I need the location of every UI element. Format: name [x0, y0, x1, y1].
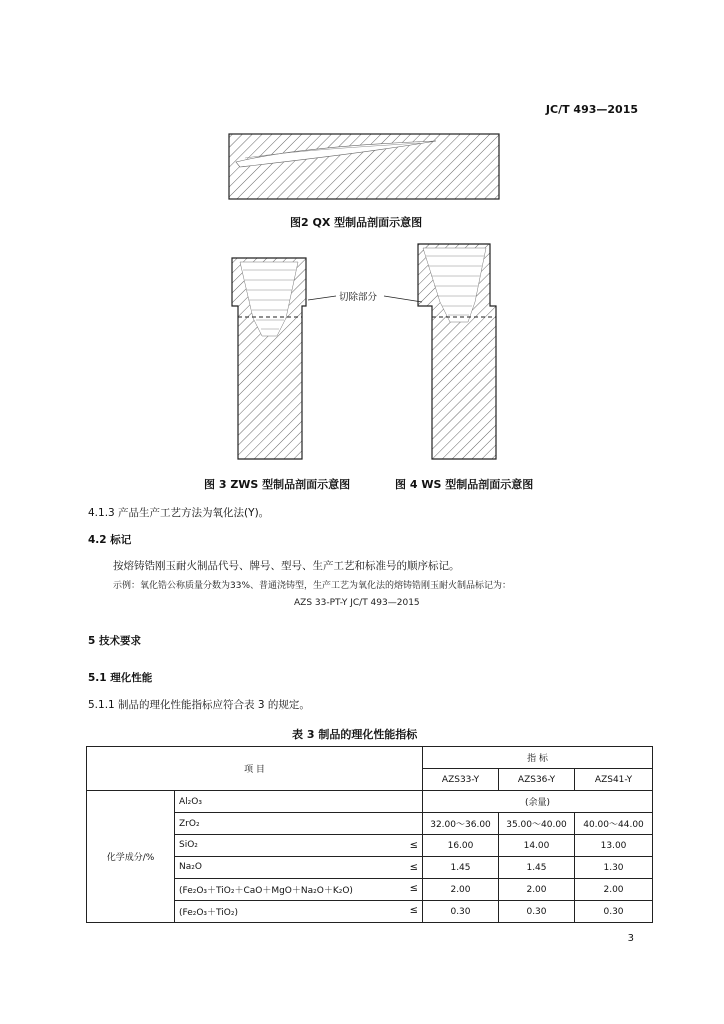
value-cell: 16.00 — [423, 835, 499, 857]
properties-table — [86, 746, 653, 923]
figures-drawing — [0, 0, 724, 500]
item-cell — [175, 879, 423, 901]
value-cell: 1.45 — [499, 857, 575, 879]
value-cell: 2.00 — [575, 879, 653, 901]
table-3-title: 表 3 制品的理化性能指标 — [292, 728, 418, 741]
item-cell — [175, 901, 423, 923]
item-cell: Al₂O₃ — [175, 791, 423, 813]
item-text: SiO₂ — [179, 840, 198, 850]
fig3-caption: 图 3 ZWS 型制品剖面示意图 — [204, 478, 351, 491]
item-text: (Fe₂O₃＋TiO₂＋CaO＋MgO＋Na₂O＋K₂O) — [179, 886, 353, 896]
group-label: 化学成分/% — [87, 791, 175, 923]
clause-4-1-3: 4.1.3 产品生产工艺方法为氧化法(Y)。 — [88, 507, 270, 519]
cut-part-label: 切除部分 — [339, 292, 378, 303]
value-cell: 1.30 — [575, 857, 653, 879]
clause-4-2-body: 按熔铸锆刚玉耐火制品代号、牌号、型号、生产工艺和标准号的顺序标记。 — [113, 560, 460, 572]
item-cell: ZrO₂ — [175, 813, 423, 835]
grade-header: AZS41-Y — [575, 769, 653, 791]
remainder-cell: (余量) — [423, 791, 653, 813]
item-cell — [175, 857, 423, 879]
fig2-caption: 图2 QX 型制品剖面示意图 — [290, 216, 423, 229]
value-cell: 40.00～44.00 — [575, 813, 653, 835]
clause-4-2-example: 示例：氧化锆公称质量分数为33%、普通浇铸型，生产工艺为氧化法的熔铸锆刚玉耐火制品标记为： — [113, 581, 512, 591]
le-symbol: ≤ — [409, 862, 418, 873]
value-cell: 13.00 — [575, 835, 653, 857]
clause-4-2-mark: AZS 33-PT-Y JC/T 493—2015 — [294, 598, 420, 608]
fig4-caption: 图 4 WS 型制品剖面示意图 — [395, 478, 534, 491]
le-symbol: ≤ — [409, 840, 418, 851]
qx-section-figure — [229, 134, 499, 199]
value-cell: 35.00～40.00 — [499, 813, 575, 835]
value-cell: 2.00 — [423, 879, 499, 901]
value-cell: 0.30 — [575, 901, 653, 923]
clause-5-1-title: 5.1 理化性能 — [88, 672, 153, 684]
clause-5-1-1: 5.1.1 制品的理化性能指标应符合表 3 的规定。 — [88, 699, 310, 711]
item-header: 项 目 — [87, 747, 423, 791]
ws-section-figure — [418, 244, 496, 459]
le-symbol: ≤ — [409, 905, 418, 916]
value-cell: 32.00～36.00 — [423, 813, 499, 835]
grade-header: AZS36-Y — [499, 769, 575, 791]
item-text: (Fe₂O₃＋TiO₂) — [179, 908, 238, 918]
value-cell: 14.00 — [499, 835, 575, 857]
standard-code: JC/T 493—2015 — [545, 103, 638, 116]
item-cell — [175, 835, 423, 857]
value-cell: 1.45 — [423, 857, 499, 879]
value-cell: 2.00 — [499, 879, 575, 901]
index-header: 指 标 — [423, 747, 653, 769]
value-cell: 0.30 — [499, 901, 575, 923]
clause-4-2-title: 4.2 标记 — [88, 534, 132, 546]
grade-header: AZS33-Y — [423, 769, 499, 791]
value-cell: 0.30 — [423, 901, 499, 923]
zws-section-figure — [232, 258, 306, 459]
le-symbol: ≤ — [409, 883, 418, 894]
item-text: Na₂O — [179, 862, 202, 872]
page-number: 3 — [627, 933, 634, 944]
clause-5-title: 5 技术要求 — [88, 635, 141, 647]
